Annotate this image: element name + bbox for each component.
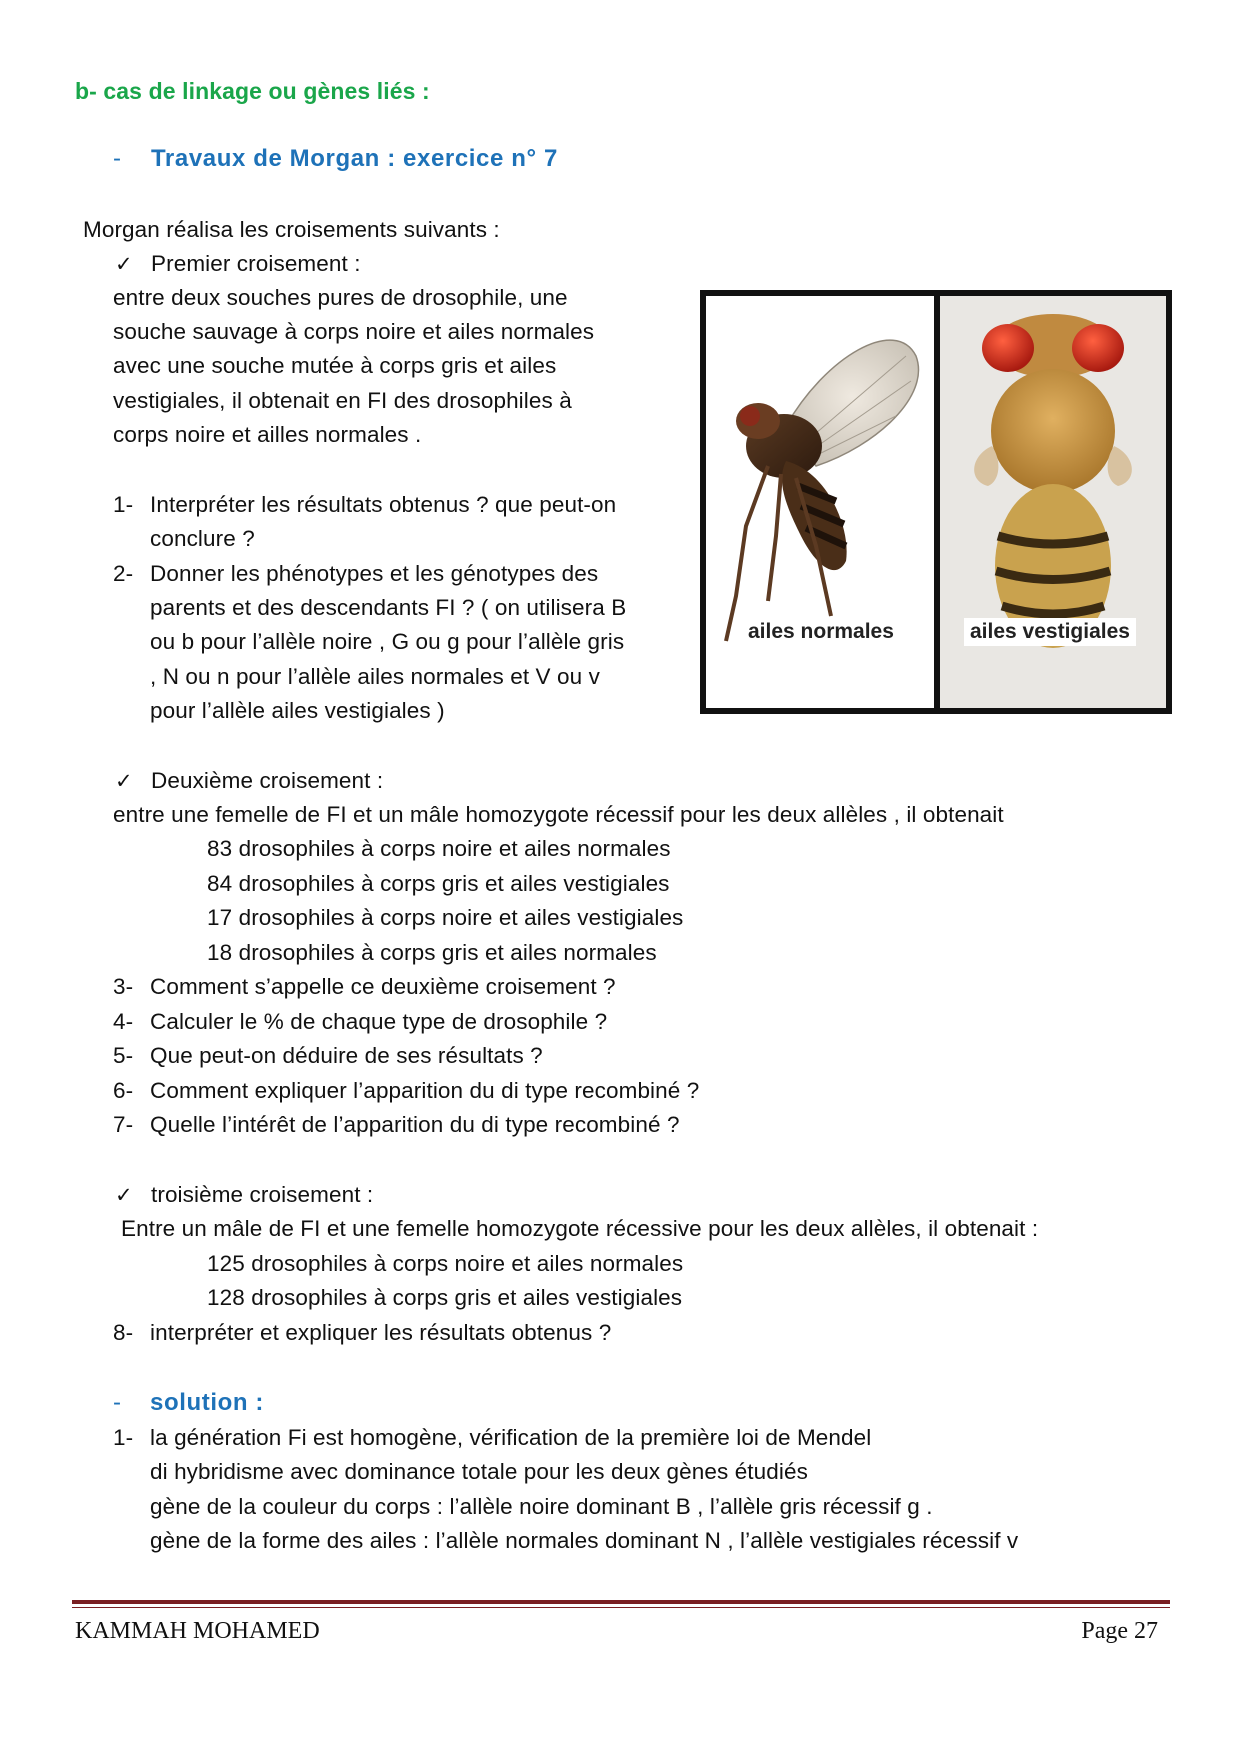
question-line: Quelle l’intérêt de l’apparition du di type recombiné ? xyxy=(150,1112,680,1137)
cross3-result: 128 drosophiles à corps gris et ailes vestigiales xyxy=(207,1285,683,1310)
cross1-line: avec une souche mutée à corps gris et ailes xyxy=(113,353,557,378)
question-line: ou b pour l’allèle noire , G ou g pour l’allèle gris xyxy=(150,629,625,654)
question-line: Que peut-on déduire de ses résultats ? xyxy=(150,1043,543,1068)
cross2-result: 84 drosophiles à corps gris et ailes vestigiales xyxy=(207,871,670,896)
cross3-intro: Entre un mâle de FI et une femelle homozygote récessive pour les deux allèles, il obtenait : xyxy=(121,1216,1039,1241)
solution-line: gène de la forme des ailes : l’allèle normales dominant N , l’allèle vestigiales récessif v xyxy=(150,1528,1019,1553)
solution-line: la génération Fi est homogène, vérification de la première loi de Mendel xyxy=(150,1425,872,1450)
question-number: 4- xyxy=(113,1009,134,1034)
question-line: Comment expliquer l’apparition du di type recombiné ? xyxy=(150,1078,700,1103)
footer-rule-thick xyxy=(72,1600,1170,1604)
solution-dash: - xyxy=(113,1389,122,1416)
question-line: conclure ? xyxy=(150,526,255,551)
cross1-line: corps noire et ailles normales . xyxy=(113,422,422,447)
check-icon: ✓ xyxy=(115,769,133,793)
footer-author: KAMMAH MOHAMED xyxy=(75,1618,320,1644)
question-line: Calculer le % de chaque type de drosophile ? xyxy=(150,1009,608,1034)
cross2-intro: entre une femelle de FI et un mâle homozygote récessif pour les deux allèles , il obtenait xyxy=(113,802,1004,827)
question-line: , N ou n pour l’allèle ailes normales et V ou v xyxy=(150,664,600,689)
cross2-result: 17 drosophiles à corps noire et ailes vestigiales xyxy=(207,905,684,930)
cross1-title-text: Premier croisement : xyxy=(151,251,361,276)
normal-wings-panel xyxy=(706,296,934,708)
vestigial-wings-panel xyxy=(940,296,1166,708)
drosophila-figure xyxy=(700,290,1172,714)
question-line: pour l’allèle ailes vestigiales ) xyxy=(150,698,445,723)
drosophila-vestigial-wings-photo xyxy=(940,296,1166,708)
solution-heading xyxy=(113,1388,264,1418)
cross3-title xyxy=(115,1180,374,1210)
question-number: 6- xyxy=(113,1078,134,1103)
cross1-line: vestigiales, il obtenait en FI des drosophiles à xyxy=(113,388,572,413)
question-line: Comment s’appelle ce deuxième croisement ? xyxy=(150,974,616,999)
cross2-result: 83 drosophiles à corps noire et ailes normales xyxy=(207,836,671,861)
cross1-line: entre deux souches pures de drosophile, une xyxy=(113,285,568,310)
check-icon: ✓ xyxy=(115,1183,133,1207)
question-line: interpréter et expliquer les résultats obtenus ? xyxy=(150,1320,612,1345)
subheading-text: Travaux de Morgan : exercice n° 7 xyxy=(151,145,558,172)
question-line: parents et des descendants FI ? ( on utilisera B xyxy=(150,595,627,620)
question-number: 8- xyxy=(113,1320,134,1345)
footer-page-number: Page 27 xyxy=(1081,1618,1158,1644)
question-line: Donner les phénotypes et les génotypes des xyxy=(150,561,599,586)
cross1-line: souche sauvage à corps noire et ailes normales xyxy=(113,319,595,344)
right-caption: ailes vestigiales xyxy=(964,618,1136,646)
solution-title: solution : xyxy=(150,1389,264,1416)
cross3-result: 125 drosophiles à corps noire et ailes normales xyxy=(207,1251,684,1276)
cross2-title-text: Deuxième croisement : xyxy=(151,768,384,793)
section-heading: b- cas de linkage ou gènes liés : xyxy=(75,78,430,104)
subheading-dash: - xyxy=(113,145,122,172)
question-number: 5- xyxy=(113,1043,134,1068)
cross2-result: 18 drosophiles à corps gris et ailes normales xyxy=(207,940,657,965)
drosophila-normal-wings-photo xyxy=(706,296,934,708)
question-line: Interpréter les résultats obtenus ? que peut-on xyxy=(150,492,617,517)
cross2-title xyxy=(115,766,384,796)
solution-line: di hybridisme avec dominance totale pour les deux gènes étudiés xyxy=(150,1459,808,1484)
solution-line: gène de la couleur du corps : l’allèle noire dominant B , l’allèle gris récessif g . xyxy=(150,1494,933,1519)
footer-rule-thin xyxy=(72,1607,1170,1608)
cross1-title xyxy=(115,249,361,279)
question-number: 2- xyxy=(113,561,134,586)
left-caption: ailes normales xyxy=(742,618,900,646)
question-number: 1- xyxy=(113,492,134,517)
solution-number: 1- xyxy=(113,1425,134,1450)
exercise-subheading xyxy=(113,144,558,174)
cross3-title-text: troisième croisement : xyxy=(151,1182,374,1207)
intro-text: Morgan réalisa les croisements suivants : xyxy=(83,217,500,242)
question-number: 3- xyxy=(113,974,134,999)
question-number: 7- xyxy=(113,1112,134,1137)
check-icon: ✓ xyxy=(115,252,133,276)
